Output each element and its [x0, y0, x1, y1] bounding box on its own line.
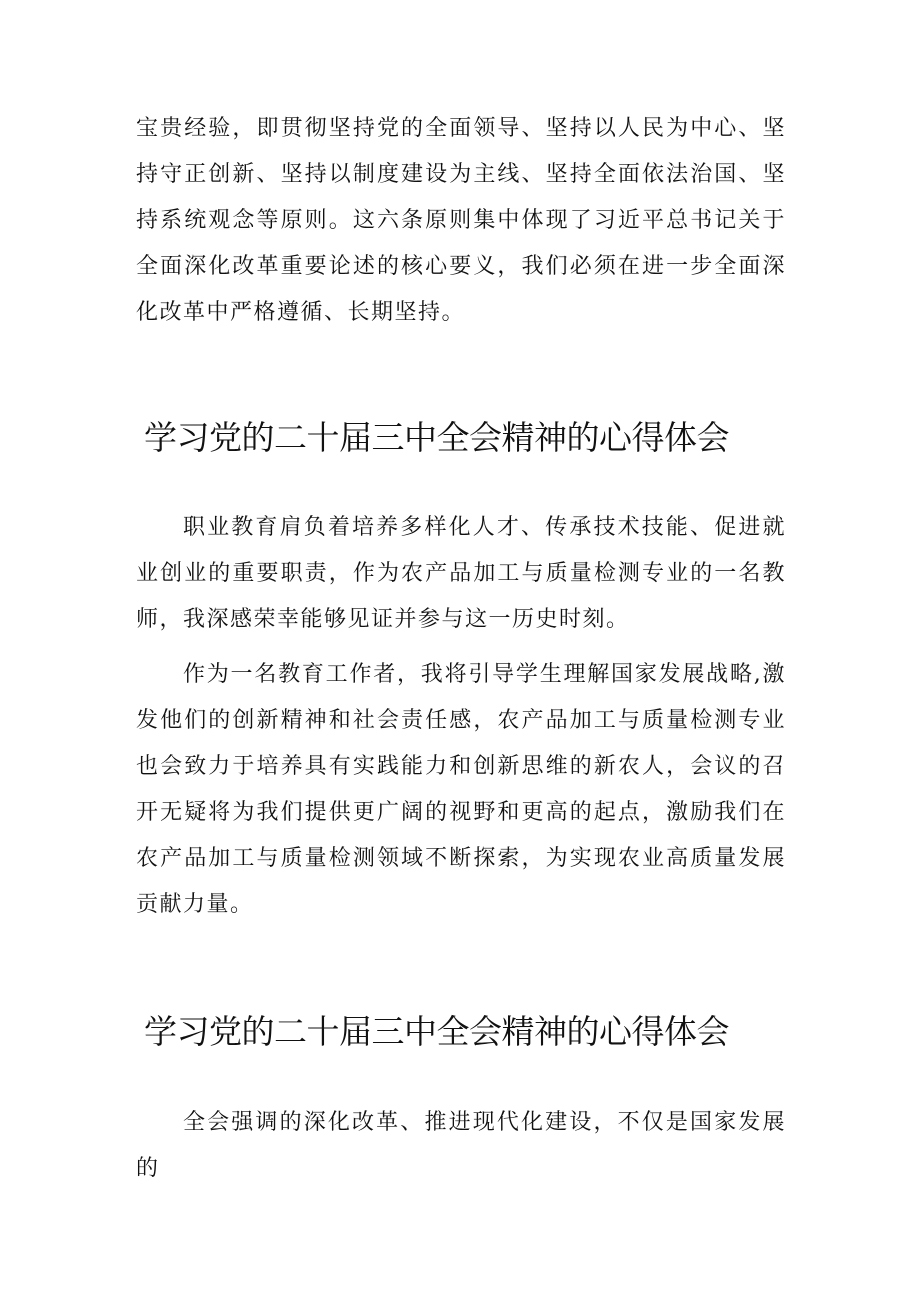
paragraph-vocational-education: 职业教育肩负着培养多样化人才、传承技术技能、促进就业创业的重要职责，作为农产品加工与质量检测专业的一名教师，我深感荣幸能够见证并参与这一历史时刻。	[136, 515, 786, 632]
paragraph-educator-role: 作为一名教育工作者，我将引导学生理解国家发展战略,激发他们的创新精神和社会责任感，农产品加工与质量检测专业也会致力于培养具有实践能力和创新思维的新农人，会议的召开无疑将为我们提供更广阔的视野和更高的起点，激励我们在农产品加工与质量检测领域不断探索，为实现农业高质量发展贡献力量。	[136, 662, 786, 917]
section-heading-2: 学习党的二十届三中全会精神的心得体会	[144, 1012, 729, 1051]
section-heading-1: 学习党的二十届三中全会精神的心得体会	[144, 418, 729, 457]
paragraph-reform-intro: 全会强调的深化改革、推进现代化建设，不仅是国家发展的	[136, 1110, 786, 1181]
paragraph-continuation: 宝贵经验，即贯彻坚持党的全面领导、坚持以人民为中心、坚持守正创新、坚持以制度建设为主线、坚持全面依法治国、坚持系统观念等原则。这六条原则集中体现了习近平总书记关于全面深化改革重要论述的核心要义，我们必须在进一步全面深化改革中严格遵循、长期坚持。	[136, 116, 786, 325]
